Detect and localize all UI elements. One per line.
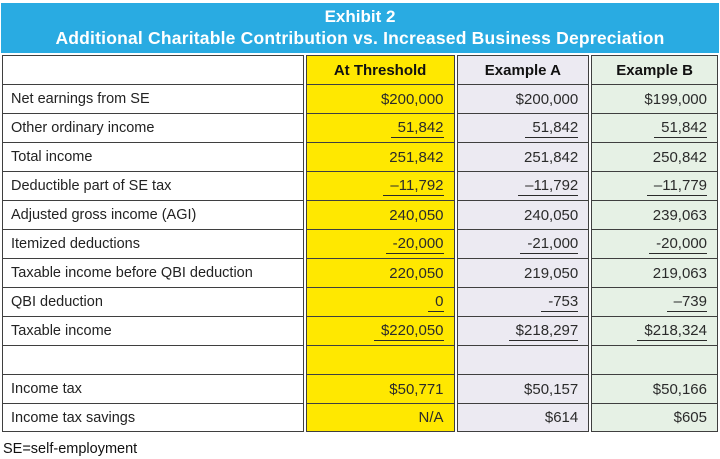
value-cell xyxy=(457,287,590,316)
value-cell xyxy=(591,84,718,113)
value-cell xyxy=(457,316,590,345)
value-cell xyxy=(591,345,718,374)
value-cell xyxy=(457,258,590,287)
cell-value: 51,842 xyxy=(525,119,578,138)
table-row xyxy=(2,84,718,113)
cell-value: 251,842 xyxy=(389,148,444,166)
row-label: Other ordinary income xyxy=(2,113,304,142)
cell-value: $218,324 xyxy=(637,322,707,341)
row-label: Net earnings from SE xyxy=(2,84,304,113)
value-cell xyxy=(457,200,590,229)
value-cell xyxy=(591,113,718,142)
value-cell xyxy=(306,229,455,258)
table-row xyxy=(2,229,718,258)
cell-value: $199,000 xyxy=(644,90,707,108)
cell-value: –11,779 xyxy=(647,177,707,196)
table-row xyxy=(2,171,718,200)
column-header-at-threshold: At Threshold xyxy=(306,55,455,84)
row-label: Itemized deductions xyxy=(2,229,304,258)
value-cell xyxy=(591,200,718,229)
column-header-blank xyxy=(2,55,304,84)
cell-value: 240,050 xyxy=(389,206,444,224)
exhibit-title-band xyxy=(1,3,719,53)
table-row xyxy=(2,403,718,432)
cell-value: $614 xyxy=(544,409,579,426)
value-cell xyxy=(457,84,590,113)
cell-value: 240,050 xyxy=(524,206,579,224)
cell-value: 0 xyxy=(428,293,443,312)
value-cell xyxy=(457,229,590,258)
row-label xyxy=(2,345,304,374)
value-cell xyxy=(306,200,455,229)
cell-value: –739 xyxy=(667,293,707,312)
table-row xyxy=(2,287,718,316)
value-cell xyxy=(457,345,590,374)
cell-value: $200,000 xyxy=(515,90,579,108)
value-cell xyxy=(306,374,455,403)
column-header-example-b: Example B xyxy=(591,55,718,84)
value-cell xyxy=(591,374,718,403)
cell-value: 51,842 xyxy=(391,119,444,138)
value-cell xyxy=(306,142,455,171)
table-row xyxy=(2,316,718,345)
row-label: Taxable income xyxy=(2,316,304,345)
cell-value: -20,000 xyxy=(386,235,444,254)
cell-value: $200,000 xyxy=(380,90,444,108)
table-row xyxy=(2,142,718,171)
value-cell xyxy=(591,258,718,287)
row-label: Total income xyxy=(2,142,304,171)
cell-value: 51,842 xyxy=(654,119,707,138)
table-row xyxy=(2,374,718,403)
cell-value: N/A xyxy=(418,409,444,426)
cell-value: 220,050 xyxy=(389,264,444,282)
value-cell xyxy=(591,316,718,345)
cell-value: $50,771 xyxy=(389,380,444,398)
row-label: Income tax savings xyxy=(2,403,304,432)
value-cell xyxy=(457,374,590,403)
table-row xyxy=(2,113,718,142)
value-cell xyxy=(306,84,455,113)
column-header-example-a: Example A xyxy=(457,55,590,84)
cell-value: $218,297 xyxy=(509,322,579,341)
cell-value: 251,842 xyxy=(524,148,579,166)
row-label: Taxable income before QBI deduction xyxy=(2,258,304,287)
footnote: SE=self-employment xyxy=(3,441,138,457)
row-label: QBI deduction xyxy=(2,287,304,316)
value-cell xyxy=(457,142,590,171)
value-cell xyxy=(591,229,718,258)
cell-value: $605 xyxy=(673,409,707,426)
cell-value: $50,157 xyxy=(524,380,579,398)
value-cell xyxy=(306,345,455,374)
cell-value: 219,063 xyxy=(652,264,707,282)
value-cell xyxy=(457,113,590,142)
header-row xyxy=(2,55,718,84)
value-cell xyxy=(591,142,718,171)
cell-value: -753 xyxy=(541,293,578,312)
row-label: Deductible part of SE tax xyxy=(2,171,304,200)
exhibit-number: Exhibit 2 xyxy=(324,7,396,26)
table-row xyxy=(2,258,718,287)
value-cell xyxy=(306,171,455,200)
value-cell xyxy=(591,171,718,200)
value-cell xyxy=(306,258,455,287)
table-row xyxy=(2,200,718,229)
row-label: Adjusted gross income (AGI) xyxy=(2,200,304,229)
cell-value: $50,166 xyxy=(652,380,707,398)
value-cell xyxy=(457,171,590,200)
cell-value: –11,792 xyxy=(518,177,578,196)
cell-value: 250,842 xyxy=(652,148,707,166)
value-cell xyxy=(306,403,455,432)
exhibit-title: Additional Charitable Contribution vs. Increased Business Depreciation xyxy=(55,28,665,48)
cell-value: 219,050 xyxy=(524,264,579,282)
cell-value: $220,050 xyxy=(374,322,444,341)
table-row-spacer xyxy=(2,345,718,374)
exhibit-table xyxy=(0,55,720,432)
cell-value: 239,063 xyxy=(652,206,707,224)
cell-value: -20,000 xyxy=(649,235,707,254)
row-label: Income tax xyxy=(2,374,304,403)
value-cell xyxy=(306,316,455,345)
cell-value: –11,792 xyxy=(383,177,443,196)
value-cell xyxy=(306,113,455,142)
cell-value: -21,000 xyxy=(520,235,578,254)
value-cell xyxy=(591,287,718,316)
value-cell xyxy=(457,403,590,432)
value-cell xyxy=(591,403,718,432)
value-cell xyxy=(306,287,455,316)
